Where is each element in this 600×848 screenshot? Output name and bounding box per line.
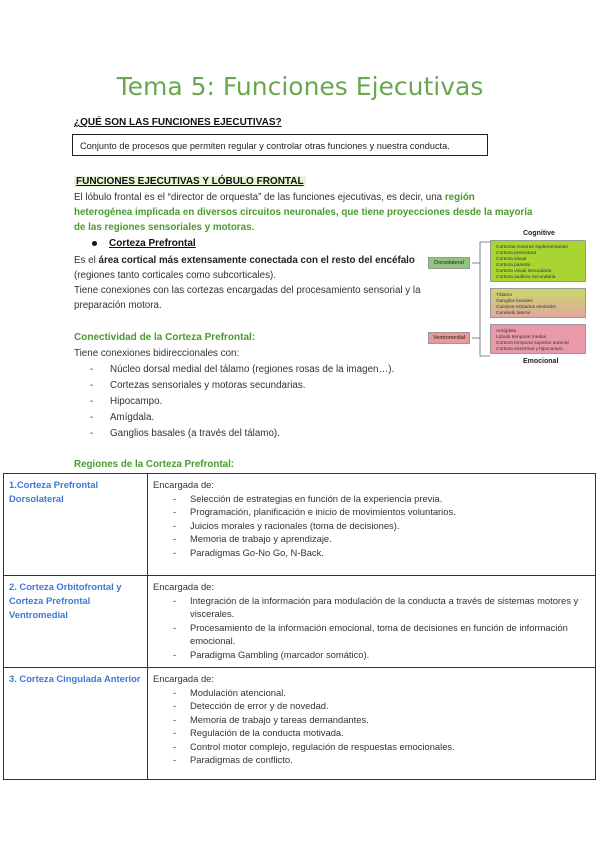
diagram-line: Ganglios basales bbox=[496, 299, 533, 304]
diagram-line: Corteza visual secundaria bbox=[496, 269, 552, 274]
bullet-label: Corteza Prefrontal bbox=[109, 238, 196, 249]
diagram-line: Corteza temporal superior anterior bbox=[496, 341, 570, 346]
region-items bbox=[153, 492, 590, 560]
diagram-line: Tálamo bbox=[496, 293, 512, 298]
region-lead: Encargada de: bbox=[153, 673, 214, 684]
diagram-mid-lines bbox=[496, 293, 556, 317]
diagram-mid-box bbox=[490, 288, 586, 318]
list-item: - Ganglios basales (a través del tálamo). bbox=[90, 426, 394, 442]
diagram-line: Corteza visual bbox=[496, 257, 527, 262]
region-name: 1.Corteza Prefrontal Dorsolateral bbox=[4, 474, 148, 576]
list-item: - Regulación de la conducta motivada. bbox=[153, 726, 590, 740]
connectivity-heading: Conectividad de la Corteza Prefrontal: bbox=[74, 332, 256, 343]
list-item: - Paradigma Gambling (marcador somático). bbox=[153, 648, 590, 662]
table-row bbox=[4, 668, 596, 780]
region-description bbox=[148, 576, 596, 668]
diagram-line: Corteza premotora bbox=[496, 251, 536, 256]
diagram-dorsolateral-tag: Dorsolateral bbox=[428, 257, 470, 269]
diagram-pink-box bbox=[490, 324, 586, 354]
list-item: - Juicios morales y racionales (toma de decisiones). bbox=[153, 519, 590, 533]
bullet-prefrontal bbox=[92, 238, 196, 249]
diagram-line: Corteza entorrinal y hipocampo bbox=[496, 347, 563, 352]
section-heading-frontal-lobe: FUNCIONES EJECUTIVAS Y LÓBULO FRONTAL bbox=[76, 176, 304, 187]
prefrontal-circuit-diagram bbox=[428, 228, 590, 370]
region-name: 2. Corteza Orbitofrontal y Corteza Prefrontal Ventromedial bbox=[4, 576, 148, 668]
diagram-line: Amígdala bbox=[496, 329, 517, 334]
list-item: - Hipocampo. bbox=[90, 394, 394, 410]
intro-green-a: región bbox=[444, 192, 475, 203]
p2-line2: preparación motora. bbox=[74, 300, 162, 311]
page-title: Tema 5: Funciones Ejecutivas bbox=[116, 72, 484, 101]
list-item: - Integración de la información para modulación de la conducta a través de sistemas motores y viscerales. bbox=[153, 594, 590, 621]
list-item: - Modulación atencional. bbox=[153, 686, 590, 700]
connectivity-intro: Tiene conexiones bidireccionales con: bbox=[74, 348, 240, 359]
bullet-dot-icon bbox=[92, 241, 97, 246]
intro-green-b: heterogénea implicada en diversos circuitos neuronales, que tiene proyecciones desde la mayoría bbox=[74, 207, 533, 218]
region-lead: Encargada de: bbox=[153, 581, 214, 592]
diagram-line: Cerebelo lateral bbox=[496, 311, 530, 316]
list-item: - Memoria de trabajo y tareas demandantes. bbox=[153, 713, 590, 727]
table-title: Regiones de la Corteza Prefrontal: bbox=[74, 459, 235, 470]
region-lead: Encargada de: bbox=[153, 479, 214, 490]
regions-table bbox=[3, 473, 596, 780]
diagram-label-cognitive: Cognitive bbox=[523, 230, 555, 237]
intro-green-c: de las regiones sensoriales y motoras. bbox=[74, 222, 255, 233]
p2-line1: Tiene conexiones con las cortezas encargadas del procesamiento sensorial y la bbox=[74, 285, 421, 296]
list-item: - Cortezas sensoriales y motoras secundarias. bbox=[90, 378, 394, 394]
list-item: - Selección de estrategias en función de la experiencia previa. bbox=[153, 492, 590, 506]
list-item: - Procesamiento de la información emocional, toma de decisiones en función de información emocional. bbox=[153, 621, 590, 648]
diagram-line: Lóbulo temporal medial bbox=[496, 335, 546, 340]
diagram-green-box bbox=[490, 240, 586, 282]
diagram-pink-lines bbox=[496, 329, 569, 353]
region-items bbox=[153, 594, 590, 662]
diagram-label-emotional: Emocional bbox=[523, 358, 559, 365]
connections-list bbox=[90, 362, 394, 442]
list-item: - Programación, planificación e inicio de movimientos voluntarios. bbox=[153, 505, 590, 519]
section-heading-what-are: ¿QUÉ SON LAS FUNCIONES EJECUTIVAS? bbox=[74, 117, 282, 128]
diagram-bracket-icon bbox=[472, 240, 492, 358]
p1-plain: Es el bbox=[74, 255, 99, 266]
region-items bbox=[153, 686, 590, 767]
region-description bbox=[148, 668, 596, 780]
prefrontal-paragraph bbox=[74, 253, 421, 313]
region-description bbox=[148, 474, 596, 576]
table-row bbox=[4, 576, 596, 668]
diagram-line: Cuerpos estriados ventrales bbox=[496, 305, 556, 310]
region-name: 3. Corteza Cingulada Anterior bbox=[4, 668, 148, 780]
diagram-line: Cortezas motoras suplementarias bbox=[496, 245, 568, 250]
diagram-ventromedial-tag: Ventromedial bbox=[428, 332, 470, 344]
list-item: - Control motor complejo, regulación de respuestas emocionales. bbox=[153, 740, 590, 754]
intro-plain: El lóbulo frontal es el “director de orquesta” de las funciones ejecutivas, es decir, una bbox=[74, 192, 445, 203]
list-item: - Amígdala. bbox=[90, 410, 394, 426]
definition-box: Conjunto de procesos que permiten regular y controlar otras funciones y nuestra conducta. bbox=[72, 134, 488, 156]
list-item: - Paradigmas Go-No Go, N-Back. bbox=[153, 546, 590, 560]
diagram-green-lines bbox=[496, 245, 568, 281]
p1-bold: área cortical más extensamente conectada con el resto del encéfalo bbox=[98, 255, 415, 266]
table-row bbox=[4, 474, 596, 576]
list-item: - Detección de error y de novedad. bbox=[153, 699, 590, 713]
list-item: - Memoria de trabajo y aprendizaje. bbox=[153, 532, 590, 546]
list-item: - Núcleo dorsal medial del tálamo (regiones rosas de la imagen…). bbox=[90, 362, 394, 378]
list-item: - Paradigmas de conflicto. bbox=[153, 753, 590, 767]
diagram-line: Corteza parietal bbox=[496, 263, 530, 268]
p1-line2: (regiones tanto corticales como subcorticales). bbox=[74, 270, 277, 281]
diagram-line: Corteza auditiva secundaria bbox=[496, 275, 556, 280]
